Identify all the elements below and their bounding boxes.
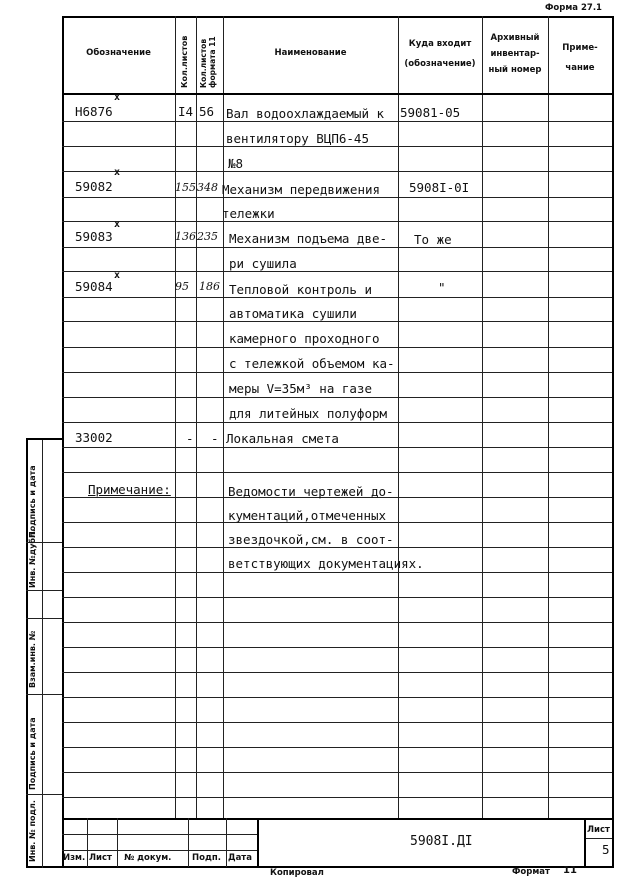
- header-sheets: Кол.листов: [180, 35, 189, 88]
- stamp-row-line: [62, 850, 257, 851]
- row-line: [62, 472, 612, 473]
- note-label: Примечание:: [88, 482, 171, 497]
- side-divider: [26, 618, 62, 619]
- row-designation: Н6876: [75, 104, 113, 119]
- row-name-line: Механизм передвижения: [222, 182, 381, 197]
- note-text-line: звездочкой,см. в соот-: [228, 532, 394, 547]
- row-name-line: Вал водоохлаждаемый к: [226, 106, 385, 121]
- row-format11: 235: [197, 230, 218, 243]
- row-designation: 59083: [75, 229, 113, 244]
- row-where-used: ": [438, 280, 446, 295]
- row-line: [62, 221, 612, 222]
- header-format11: Кол.листов формата 11: [199, 36, 217, 88]
- sheet-label: Лист: [587, 825, 610, 835]
- note-text-line: ветствующих документациях.: [228, 556, 424, 571]
- row-sheets: 95: [175, 280, 189, 293]
- note-text-line: кументаций,отмеченных: [228, 508, 387, 523]
- header-note: Приме- чание: [562, 43, 598, 73]
- stamp-col: [257, 818, 259, 867]
- row-designation: 59082: [75, 179, 113, 194]
- row-line: [62, 622, 612, 623]
- row-line: [62, 572, 612, 573]
- row-designation: 59084: [75, 279, 113, 294]
- row-format11: -: [211, 431, 219, 446]
- row-name-line: автоматика сушили: [229, 306, 357, 321]
- stamp-col: [87, 818, 88, 867]
- row-line: [62, 722, 612, 723]
- doc-code: 5908I.ДI: [410, 834, 473, 849]
- row-name-line: Тепловой контроль и: [229, 282, 372, 297]
- stamp-col-izm: Изм.: [63, 853, 86, 863]
- star-mark: x: [114, 167, 121, 178]
- row-sheets: 136: [175, 230, 196, 243]
- row-name-line: Механизм подъема две-: [229, 231, 388, 246]
- row-line: [62, 247, 612, 248]
- row-designation: 33002: [75, 430, 113, 445]
- row-name-line: тележки: [222, 206, 275, 221]
- row-name-line: для литейных полуформ: [229, 406, 388, 421]
- row-name-line: вентилятору ВЦП6-45: [226, 131, 369, 146]
- header-name: Наименование: [274, 48, 347, 58]
- row-where-used: 5908I-0I: [409, 180, 470, 195]
- stamp-col-date: Дата: [228, 853, 252, 863]
- row-name-line: Локальная смета: [226, 431, 339, 446]
- stamp-col: [226, 818, 227, 867]
- header-bottom: [62, 93, 612, 95]
- row-format11: 186: [199, 280, 220, 293]
- format-value: 11: [563, 865, 577, 876]
- star-mark: x: [114, 219, 121, 230]
- row-line: [62, 647, 612, 648]
- stamp-sheet-line: [584, 838, 612, 839]
- row-line: [62, 347, 612, 348]
- stamp-top: [62, 818, 612, 820]
- row-where-used: То же: [414, 232, 452, 247]
- copied-label: Копировал: [270, 868, 324, 878]
- side-divider: [26, 590, 62, 591]
- star-mark: x: [114, 92, 121, 103]
- row-line: [62, 447, 612, 448]
- frame-left: [62, 16, 64, 868]
- row-where-used: 59081-05: [400, 105, 461, 120]
- side-label: Подпись и дата: [28, 465, 37, 538]
- sheet-number: 5: [602, 842, 610, 857]
- form-label: Форма 27.1: [545, 3, 602, 13]
- stamp-col-doc: № докум.: [124, 853, 172, 863]
- star-mark: x: [114, 270, 121, 281]
- side-label: Подпись и дата: [28, 717, 37, 790]
- side-divider: [26, 794, 62, 795]
- stamp-col-list: Лист: [89, 853, 112, 863]
- note-text-line: Ведомости чертежей до-: [228, 484, 394, 499]
- row-line: [62, 171, 612, 172]
- stamp-col: [584, 818, 586, 867]
- frame-top: [62, 16, 612, 18]
- row-name-line: с тележкой объемом ка-: [229, 356, 395, 371]
- row-line: [62, 772, 612, 773]
- stamp-col: [117, 818, 118, 867]
- row-format11: 348: [197, 181, 218, 194]
- format-label: Формат: [512, 867, 550, 877]
- row-name-line: меры V=35м³ на газе: [229, 381, 372, 396]
- side-label: Взам.инв. №: [28, 630, 37, 688]
- row-line: [62, 672, 612, 673]
- frame-right: [612, 16, 614, 868]
- row-name-line: камерного проходного: [229, 331, 380, 346]
- row-line: [62, 372, 612, 373]
- row-line: [62, 397, 612, 398]
- row-sheets: 155: [175, 181, 196, 194]
- row-sheets: -: [186, 431, 194, 446]
- row-line: [62, 747, 612, 748]
- row-line: [62, 697, 612, 698]
- row-line: [62, 797, 612, 798]
- row-format11: 56: [199, 104, 215, 119]
- header-designation: Обозначение: [86, 48, 151, 58]
- side-divider: [26, 694, 62, 695]
- row-name-line: ри сушила: [229, 256, 297, 271]
- row-line: [62, 271, 612, 272]
- row-line: [62, 422, 612, 423]
- side-strip-inner: [42, 438, 43, 868]
- side-strip-top: [26, 438, 62, 440]
- stamp-col-sign: Подп.: [192, 853, 221, 863]
- side-label: Инв. №дубл.: [28, 529, 37, 588]
- row-sheets: I4: [178, 104, 194, 119]
- header-archive: Архивный инвентар- ный номер: [488, 33, 542, 75]
- row-name-line: №8: [228, 156, 244, 171]
- row-line: [62, 597, 612, 598]
- stamp-col: [188, 818, 189, 867]
- side-label: Инв. № подл.: [28, 800, 37, 862]
- stamp-row-line: [62, 834, 257, 835]
- header-where-used: Куда входит (обозначение): [404, 39, 476, 69]
